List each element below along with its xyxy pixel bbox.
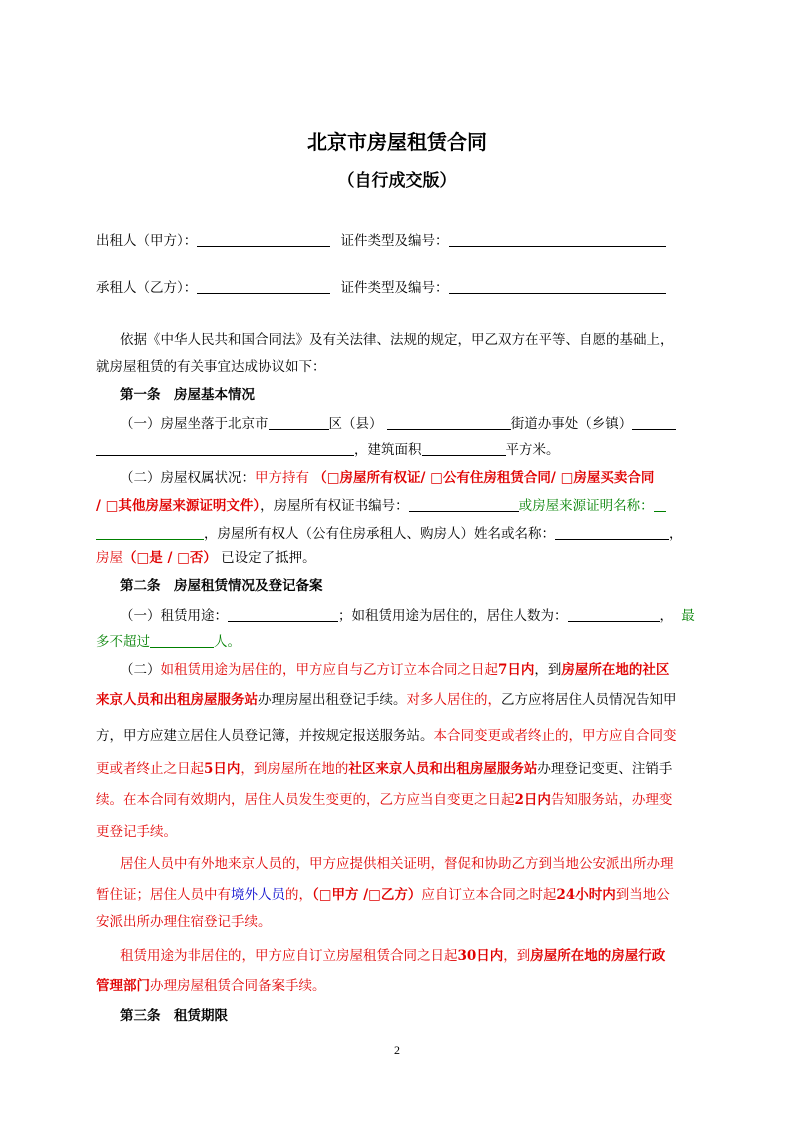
mortgage-options: （□是 / □否） xyxy=(123,550,217,566)
foreign-persons: 境外人员 xyxy=(231,887,285,903)
street-blank[interactable] xyxy=(387,416,511,430)
reg-line-1 xyxy=(120,664,724,678)
area-unit: 平方米。 xyxy=(505,442,560,458)
lessee-label: 承租人（乙方）： xyxy=(96,280,198,296)
nonres-authority-1: 房屋所在地的房屋行政 xyxy=(530,948,666,964)
mortgage-row xyxy=(96,552,700,566)
street-label: 街道办事处（乡镇） xyxy=(510,416,633,432)
reg-station-3: 社区来京人员和出租房屋服务站 xyxy=(348,761,538,777)
intro-line-2: 就房屋租赁的有关事宜达成协议如下： xyxy=(96,359,326,375)
temp-text-2: 的， xyxy=(285,887,312,903)
reg-text-1: 如租赁用途为居住的，甲方应自与乙方订立本合同之日起 xyxy=(160,662,498,678)
max-residents-row xyxy=(96,634,700,650)
page-number: 2 xyxy=(394,1043,400,1057)
district-blank[interactable] xyxy=(269,416,329,430)
reg-station-1: 房屋所在地的社区 xyxy=(561,662,670,678)
lessor-name-blank[interactable] xyxy=(197,233,330,247)
reg-text-4: 乙方应将居住人员情况告知甲 xyxy=(501,692,677,708)
district-label: 区（县） xyxy=(328,416,383,432)
ownership-row-1 xyxy=(120,472,724,486)
ownership-holder: 甲方持有 xyxy=(255,470,309,486)
lessor-id-blank[interactable] xyxy=(449,233,666,247)
max-residents-blank[interactable] xyxy=(150,634,214,648)
nonres-text-2: ，到 xyxy=(503,948,531,964)
reg-line-2 xyxy=(96,694,700,708)
mortgage-prefix: 房屋 xyxy=(96,550,123,566)
address-blank[interactable] xyxy=(96,442,354,456)
lessor-row xyxy=(96,233,700,249)
residents-blank[interactable] xyxy=(568,608,660,622)
lessor-label: 出租人（甲方）： xyxy=(96,233,198,249)
location-text: （一）房屋坐落于北京市 xyxy=(120,416,269,432)
page-subtitle: （自行成交版） xyxy=(337,171,457,191)
lessor-id-label: 证件类型及编号： xyxy=(340,233,449,249)
non-residential-line-2 xyxy=(96,980,700,994)
ownership-options: （□房屋所有权证/ □公有住房租赁合同/ □房屋买卖合同 xyxy=(313,470,655,486)
reg-station-2: 来京人员和出租房屋服务站 xyxy=(96,692,258,708)
use-blank[interactable] xyxy=(228,608,338,622)
temp-residence-line-1: 居住人员中有外地来京人员的，甲方应提供相关证明，督促和协助乙方到当地公安派出所办理 xyxy=(120,856,674,872)
party-options: （□甲方 /□乙方） xyxy=(312,887,422,903)
owner-name-label: ，房屋所有权人（公有住房承租人、购房人）姓名或名称： xyxy=(204,526,555,542)
area-blank[interactable] xyxy=(422,442,506,456)
lessee-name-blank[interactable] xyxy=(197,280,330,294)
comma: ， xyxy=(669,526,683,542)
nonres-text-1: 租赁用途为非居住的，甲方应自订立房屋租赁合同之日起 xyxy=(120,948,458,964)
reg-line-6: 更登记手续。 xyxy=(96,824,177,840)
max-unit: 人。 xyxy=(214,634,241,650)
comma-2: ， xyxy=(659,608,673,624)
ownership-options-other: / □其他房屋来源证明文件） xyxy=(96,498,261,514)
reg-deadline-5: 5日内 xyxy=(204,761,241,777)
article-2-heading: 第二条 房屋租赁情况及登记备案 xyxy=(120,578,323,594)
article-1-heading: 第一条 房屋基本情况 xyxy=(120,387,255,403)
temp-residence-line-3: 安派出所办理住宿登记手续。 xyxy=(96,914,272,930)
reg-change-3: ，到房屋所在地的 xyxy=(240,761,349,777)
reg-change-2: 更或者终止之日起 xyxy=(96,761,204,777)
area-label: ，建筑面积 xyxy=(354,442,422,458)
use-label: （一）租赁用途： xyxy=(120,608,228,624)
reg-change-1: 本合同变更或者终止的，甲方应自合同变 xyxy=(433,728,677,744)
temp-text-1: 暂住证；居住人员中有 xyxy=(96,887,231,903)
reg-line-5 xyxy=(96,794,700,808)
lessee-id-blank[interactable] xyxy=(449,280,666,294)
source-proof-blank-cont[interactable] xyxy=(96,526,204,540)
ownership-row-2 xyxy=(96,498,700,514)
deadline-24h: 24小时内 xyxy=(556,887,616,903)
ownership-label: （二）房屋权属状况： xyxy=(120,470,255,486)
deadline-30: 30日内 xyxy=(457,948,504,964)
non-residential-line-1 xyxy=(120,950,724,964)
cert-number-label: ，房屋所有权证书编号： xyxy=(260,498,409,514)
reg-text-3: 办理房屋出租登记手续。 xyxy=(258,692,407,708)
article-1-area-row xyxy=(96,442,700,458)
owner-name-blank[interactable] xyxy=(555,526,669,540)
nonres-authority-2: 管理部门 xyxy=(96,978,150,994)
reg-line-4 xyxy=(96,763,700,777)
page-title: 北京市房屋租赁合同 xyxy=(307,130,487,154)
reg-line-3 xyxy=(96,730,700,744)
nonres-text-3: 办理房屋租赁合同备案手续。 xyxy=(150,978,326,994)
max-label: 多不超过 xyxy=(96,634,150,650)
ownership-row-3 xyxy=(96,526,700,542)
residents-label: ；如租赁用途为居住的，居住人数为： xyxy=(338,608,568,624)
source-proof-blank[interactable] xyxy=(654,498,666,512)
max-prefix: 最 xyxy=(681,608,695,624)
temp-text-4: 到当地公 xyxy=(615,887,670,903)
temp-text-3: 应自订立本合同之时起 xyxy=(421,887,557,903)
town-blank[interactable] xyxy=(632,416,676,430)
reg-change-5: 续。在本合同有效期内，居住人员发生变更的，乙方应当自变更之日起 xyxy=(96,792,515,808)
reg-num: （二） xyxy=(120,662,161,678)
cert-number-blank[interactable] xyxy=(409,498,519,512)
reg-deadline-7: 7日内 xyxy=(498,662,535,678)
article-1-location-row xyxy=(120,416,724,432)
use-row xyxy=(120,608,724,624)
reg-change-4: 办理登记变更、注销手 xyxy=(537,761,673,777)
mortgage-text: 已设定了抵押。 xyxy=(221,550,316,566)
reg-deadline-2: 2日内 xyxy=(514,792,551,808)
reg-text-5: 方，甲方应建立居住人员登记簿，并按规定报送服务站。 xyxy=(96,728,434,744)
source-proof-label: 或房屋来源证明名称： xyxy=(518,498,654,514)
temp-residence-line-2 xyxy=(96,889,700,903)
lessee-id-label: 证件类型及编号： xyxy=(340,280,449,296)
reg-text-2: ，到 xyxy=(534,662,562,678)
reg-multi: 对多人居住的， xyxy=(406,692,501,708)
intro-line-1: 依据《中华人民共和国合同法》及有关法律、法规的规定，甲乙双方在平等、自愿的基础上， xyxy=(120,332,674,348)
lessee-row xyxy=(96,280,700,296)
article-3-heading: 第三条 租赁期限 xyxy=(120,1008,228,1024)
reg-change-6: 告知服务站，办理变 xyxy=(550,792,673,808)
